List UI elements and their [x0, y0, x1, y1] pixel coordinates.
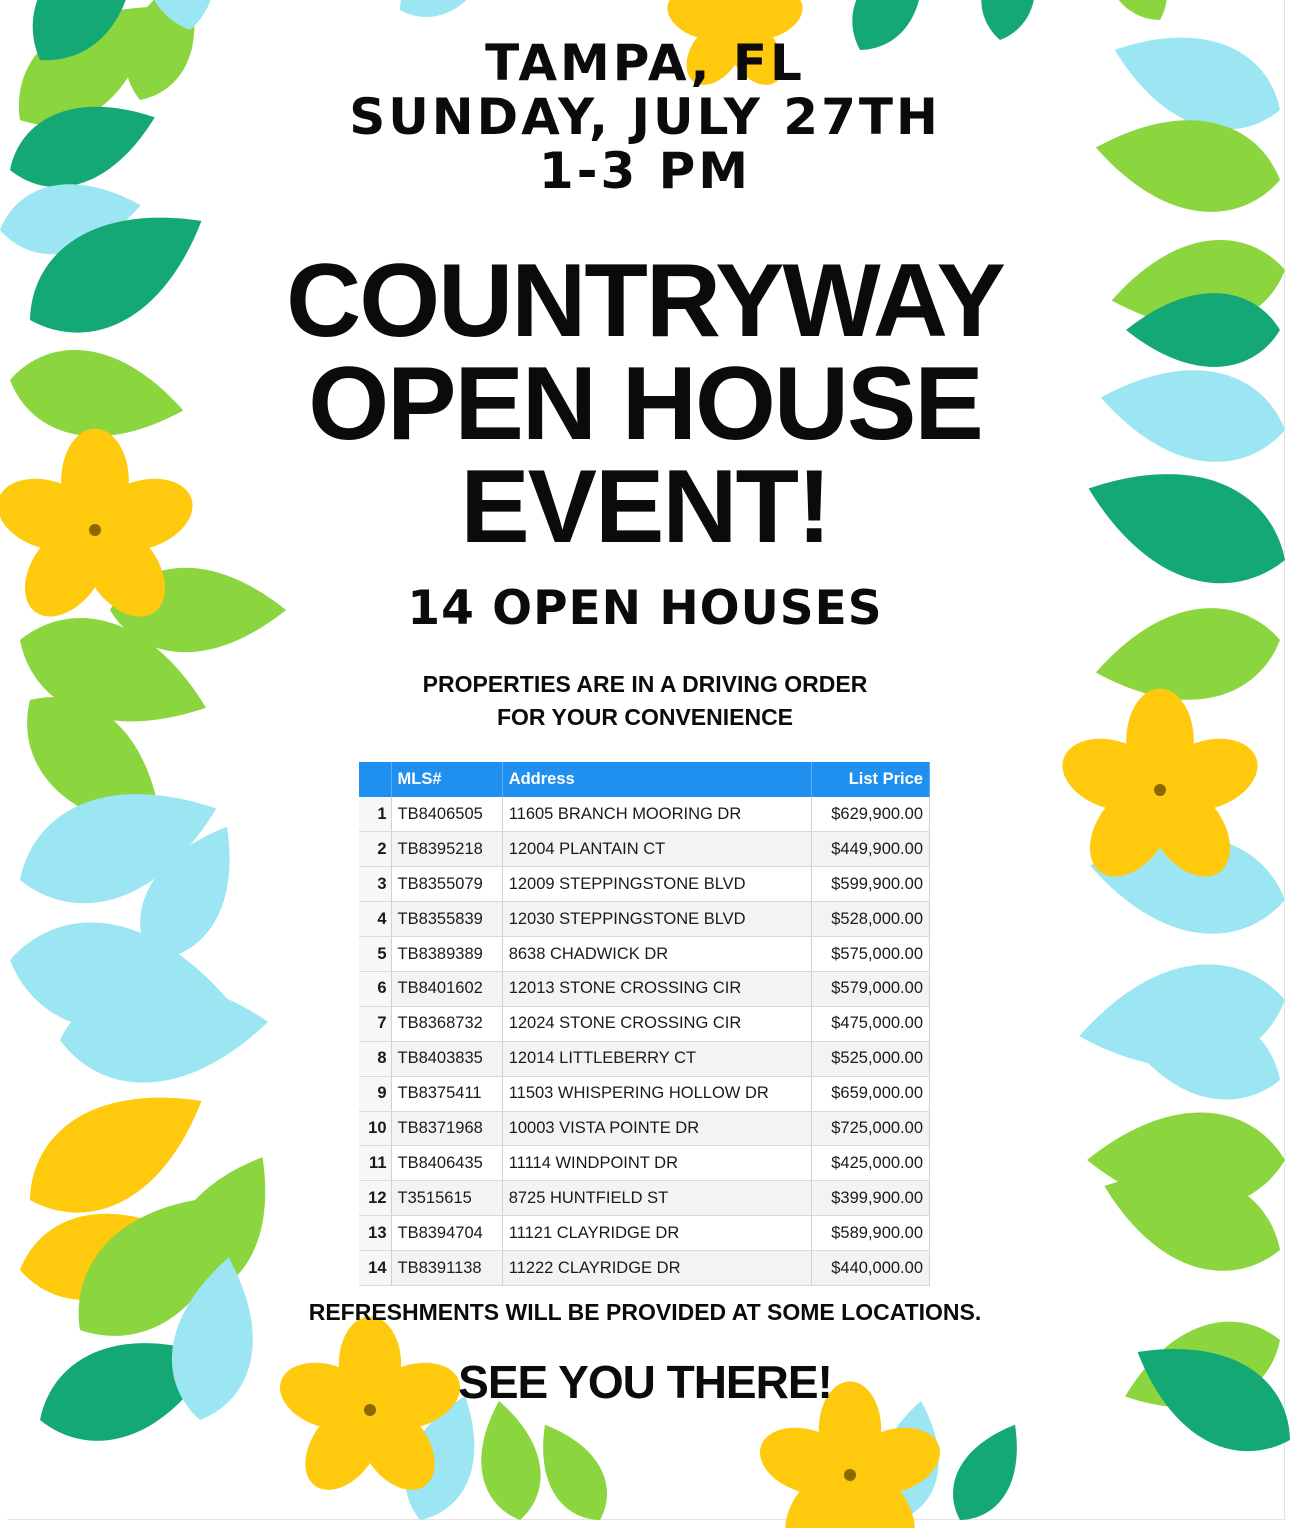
property-address: 11114 WINDPOINT DR — [502, 1146, 811, 1181]
event-date-block — [0, 36, 1290, 198]
table-row — [359, 1111, 930, 1146]
row-number: 5 — [359, 937, 391, 972]
list-price: $575,000.00 — [811, 937, 929, 972]
mls-number: TB8391138 — [391, 1251, 502, 1286]
refreshments-note: REFRESHMENTS WILL BE PROVIDED AT SOME LOCATIONS. — [308, 1299, 982, 1325]
column-header-index — [359, 762, 391, 797]
list-price: $725,000.00 — [811, 1111, 929, 1146]
table-row — [359, 902, 930, 937]
event-location: TAMPA, FL — [485, 34, 805, 92]
list-price: $399,900.00 — [811, 1181, 929, 1216]
table-row — [359, 867, 930, 902]
mls-number: TB8406505 — [391, 797, 502, 832]
table-row — [359, 1006, 930, 1041]
table-row — [359, 971, 930, 1006]
driving-order-note-line-2: FOR YOUR CONVENIENCE — [496, 704, 794, 730]
list-price: $449,900.00 — [811, 832, 929, 867]
event-title-line-1: COUNTRYWAY — [286, 243, 1004, 359]
row-number: 2 — [359, 832, 391, 867]
event-time: 1-3 PM — [538, 142, 752, 200]
table-row — [359, 1146, 930, 1181]
property-address: 12013 STONE CROSSING CIR — [502, 971, 811, 1006]
listings-table-body — [359, 797, 930, 1285]
list-price: $440,000.00 — [811, 1251, 929, 1286]
property-address: 12030 STEPPINGSTONE BLVD — [502, 902, 811, 937]
mls-number: TB8389389 — [391, 937, 502, 972]
list-price: $589,900.00 — [811, 1216, 929, 1251]
listings-table — [359, 762, 930, 1286]
mls-number: TB8355079 — [391, 867, 502, 902]
table-row — [359, 1251, 930, 1286]
row-number: 9 — [359, 1076, 391, 1111]
property-address: 12004 PLANTAIN CT — [502, 832, 811, 867]
driving-order-note-line-1: PROPERTIES ARE IN A DRIVING ORDER — [422, 671, 868, 697]
property-address: 12024 STONE CROSSING CIR — [502, 1006, 811, 1041]
mls-number: TB8401602 — [391, 971, 502, 1006]
row-number: 3 — [359, 867, 391, 902]
list-price: $629,900.00 — [811, 797, 929, 832]
property-address: 11605 BRANCH MOORING DR — [502, 797, 811, 832]
open-house-count: 14 OPEN HOUSES — [407, 581, 883, 636]
list-price: $599,900.00 — [811, 867, 929, 902]
event-title-line-2: OPEN HOUSE — [308, 346, 982, 462]
mls-number: TB8395218 — [391, 832, 502, 867]
list-price: $528,000.00 — [811, 902, 929, 937]
closing-message: SEE YOU THERE! — [458, 1356, 832, 1408]
table-row — [359, 1181, 930, 1216]
mls-number: TB8375411 — [391, 1076, 502, 1111]
event-date: SUNDAY, JULY 27TH — [349, 88, 941, 146]
row-number: 14 — [359, 1251, 391, 1286]
row-number: 7 — [359, 1006, 391, 1041]
mls-number: T3515615 — [391, 1181, 502, 1216]
list-price: $579,000.00 — [811, 971, 929, 1006]
row-number: 11 — [359, 1146, 391, 1181]
row-number: 8 — [359, 1041, 391, 1076]
mls-number: TB8406435 — [391, 1146, 502, 1181]
property-address: 10003 VISTA POINTE DR — [502, 1111, 811, 1146]
table-row — [359, 1076, 930, 1111]
property-address: 11121 CLAYRIDGE DR — [502, 1216, 811, 1251]
row-number: 10 — [359, 1111, 391, 1146]
mls-number: TB8371968 — [391, 1111, 502, 1146]
list-price: $659,000.00 — [811, 1076, 929, 1111]
property-address: 12009 STEPPINGSTONE BLVD — [502, 867, 811, 902]
property-address: 11222 CLAYRIDGE DR — [502, 1251, 811, 1286]
table-row — [359, 797, 930, 832]
row-number: 4 — [359, 902, 391, 937]
row-number: 6 — [359, 971, 391, 1006]
column-header-price: List Price — [811, 762, 929, 797]
property-address: 8725 HUNTFIELD ST — [502, 1181, 811, 1216]
row-number: 12 — [359, 1181, 391, 1216]
row-number: 1 — [359, 797, 391, 832]
mls-number: TB8368732 — [391, 1006, 502, 1041]
property-address: 8638 CHADWICK DR — [502, 937, 811, 972]
list-price: $475,000.00 — [811, 1006, 929, 1041]
list-price: $525,000.00 — [811, 1041, 929, 1076]
mls-number: TB8394704 — [391, 1216, 502, 1251]
column-header-mls: MLS# — [391, 762, 502, 797]
table-row — [359, 832, 930, 867]
property-address: 11503 WHISPERING HOLLOW DR — [502, 1076, 811, 1111]
list-price: $425,000.00 — [811, 1146, 929, 1181]
column-header-address: Address — [502, 762, 811, 797]
mls-number: TB8355839 — [391, 902, 502, 937]
mls-number: TB8403835 — [391, 1041, 502, 1076]
table-header-row — [359, 762, 930, 797]
table-row — [359, 937, 930, 972]
table-row — [359, 1041, 930, 1076]
table-row — [359, 1216, 930, 1251]
event-title-line-3: EVENT! — [460, 449, 830, 565]
row-number: 13 — [359, 1216, 391, 1251]
event-title — [0, 243, 1290, 565]
property-address: 12014 LITTLEBERRY CT — [502, 1041, 811, 1076]
driving-order-note — [0, 668, 1290, 734]
